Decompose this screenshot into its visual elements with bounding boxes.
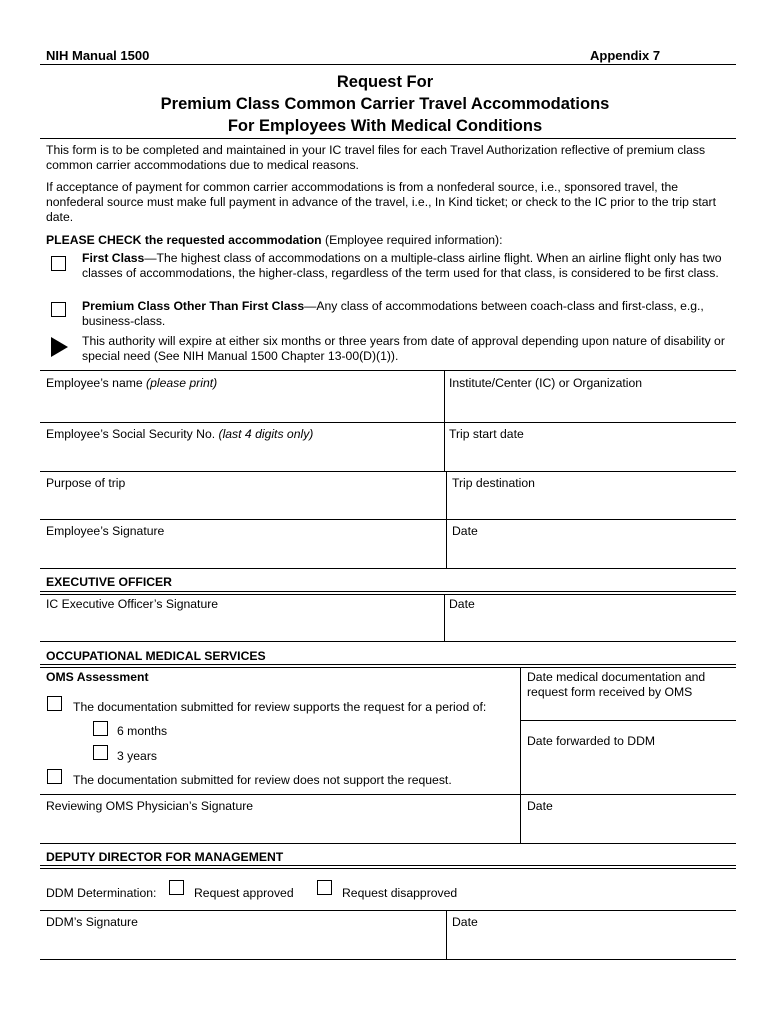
grid-rule-5 xyxy=(40,568,736,569)
arrow-right-icon xyxy=(51,337,68,357)
employee-signature-date-field[interactable]: Date xyxy=(452,524,478,538)
oms-rule-2 xyxy=(40,667,736,668)
premium-class-description: —Any class of accommodations between coach-class and first-class, e.g., business-class. xyxy=(82,299,704,328)
ic-organization-field[interactable]: Institute/Center (IC) or Organization xyxy=(449,376,643,390)
check-heading-rest: (Employee required information): xyxy=(321,233,503,247)
executive-officer-heading: EXECUTIVE OFFICER xyxy=(46,575,172,589)
ddm-date-field[interactable]: Date xyxy=(452,915,478,929)
oms-right-rule-1 xyxy=(520,720,736,721)
ddm-rule-1 xyxy=(40,865,736,866)
three-years-label: 3 years xyxy=(117,749,157,763)
premium-class-label: Premium Class Other Than First Class xyxy=(82,299,305,313)
exec-rule-1 xyxy=(40,591,736,592)
request-disapproved-label: Request disapproved xyxy=(342,886,458,900)
oms-rule-4 xyxy=(40,843,736,844)
first-class-option xyxy=(82,251,736,281)
title-line-3: For Employees With Medical Conditions xyxy=(227,117,543,135)
manual-label: NIH Manual 1500 xyxy=(46,48,150,63)
request-approved-checkbox[interactable] xyxy=(169,880,184,895)
oms-divider xyxy=(520,667,521,843)
executive-officer-signature-field[interactable]: IC Executive Officer’s Signature xyxy=(46,597,219,611)
oms-rule-3 xyxy=(40,794,736,795)
first-class-label: First Class xyxy=(82,251,145,265)
grid-rule-top xyxy=(40,370,736,371)
exec-divider xyxy=(444,594,445,641)
purpose-of-trip-field[interactable]: Purpose of trip xyxy=(46,476,126,490)
employee-name-note: (please print) xyxy=(146,376,218,390)
appendix-label: Appendix 7 xyxy=(590,48,661,63)
premium-class-option xyxy=(82,299,736,329)
grid-divider-4 xyxy=(446,519,447,568)
ddm-rule-3 xyxy=(40,910,736,911)
request-approved-label: Request approved xyxy=(194,886,294,900)
title-line-2: Premium Class Common Carrier Travel Accommodations xyxy=(160,95,610,113)
date-received-field[interactable]: Date medical documentation and request form received by OMS xyxy=(527,670,706,699)
title-rule xyxy=(40,138,736,139)
oms-physician-signature-field[interactable]: Reviewing OMS Physician’s Signature xyxy=(46,799,254,813)
ssn-label: Employee’s Social Security No. xyxy=(46,427,219,441)
six-months-label: 6 months xyxy=(117,724,168,738)
oms-physician-date-field[interactable]: Date xyxy=(527,799,553,813)
ddm-heading: DEPUTY DIRECTOR FOR MANAGEMENT xyxy=(46,850,284,864)
oms-rule-1 xyxy=(40,664,736,665)
supports-request-label: The documentation submitted for review supports the request for a period of: xyxy=(73,700,487,714)
trip-start-date-field[interactable]: Trip start date xyxy=(449,427,524,441)
request-disapproved-checkbox[interactable] xyxy=(317,880,332,895)
ddm-rule-2 xyxy=(40,868,736,869)
check-heading xyxy=(46,233,736,248)
authority-note: This authority will expire at either six months or three years from date of approval depending upon nature of disability or special need (See NIH Manual 1500 Chapter 13-00(D)(1)). xyxy=(82,334,725,363)
grid-rule-3 xyxy=(40,471,736,472)
supports-request-checkbox[interactable] xyxy=(47,696,62,711)
intro-paragraph-2: If acceptance of payment for common carrier accommodations is from a nonfederal source, i.e., sponsored travel, the nonfederal source must make full payment in advance of the travel, i.e., In Kind ticket; or check to the IC prior to the trip start date. xyxy=(46,180,716,224)
grid-rule-2 xyxy=(40,422,736,423)
first-class-checkbox[interactable] xyxy=(51,256,66,271)
header-rule xyxy=(40,64,736,65)
ddm-rule-4 xyxy=(40,959,736,960)
trip-destination-field[interactable]: Trip destination xyxy=(452,476,535,490)
ssn-note: (last 4 digits only) xyxy=(218,427,314,441)
oms-assessment-label: OMS Assessment xyxy=(46,670,149,684)
oms-heading: OCCUPATIONAL MEDICAL SERVICES xyxy=(46,649,266,663)
six-months-checkbox[interactable] xyxy=(93,721,108,736)
check-heading-bold: PLEASE CHECK the requested accommodation xyxy=(46,233,322,247)
exec-rule-2 xyxy=(40,594,736,595)
ddm-divider xyxy=(446,910,447,959)
executive-officer-date-field[interactable]: Date xyxy=(449,597,475,611)
employee-signature-field[interactable]: Employee’s Signature xyxy=(46,524,165,538)
grid-divider-1 xyxy=(444,370,445,422)
employee-name-label: Employee’s name xyxy=(46,376,147,390)
first-class-description: —The highest class of accommodations on a multiple-class airline flight. When an airline flight only has two classes of accommodations, the higher-class, regardless of the term used for that class, is considered to be first class. xyxy=(82,251,722,280)
exec-rule-3 xyxy=(40,641,736,642)
employee-name-field[interactable] xyxy=(46,376,217,391)
intro-paragraph-1: This form is to be completed and maintained in your IC travel files for each Travel Authorization reflective of premium class common carrier accommodations due to medical reasons. xyxy=(46,143,706,172)
not-support-label: The documentation submitted for review does not support the request. xyxy=(73,773,452,787)
premium-class-checkbox[interactable] xyxy=(51,302,66,317)
three-years-checkbox[interactable] xyxy=(93,745,108,760)
grid-divider-2 xyxy=(444,422,445,471)
ssn-field[interactable] xyxy=(46,427,313,442)
title-line-1: Request For xyxy=(336,73,434,91)
ddm-signature-field[interactable]: DDM’s Signature xyxy=(46,915,138,929)
grid-divider-3 xyxy=(446,471,447,519)
not-support-checkbox[interactable] xyxy=(47,769,62,784)
ddm-determination-label: DDM Determination: xyxy=(46,886,157,900)
date-forwarded-field[interactable]: Date forwarded to DDM xyxy=(527,734,656,748)
grid-rule-4 xyxy=(40,519,736,520)
